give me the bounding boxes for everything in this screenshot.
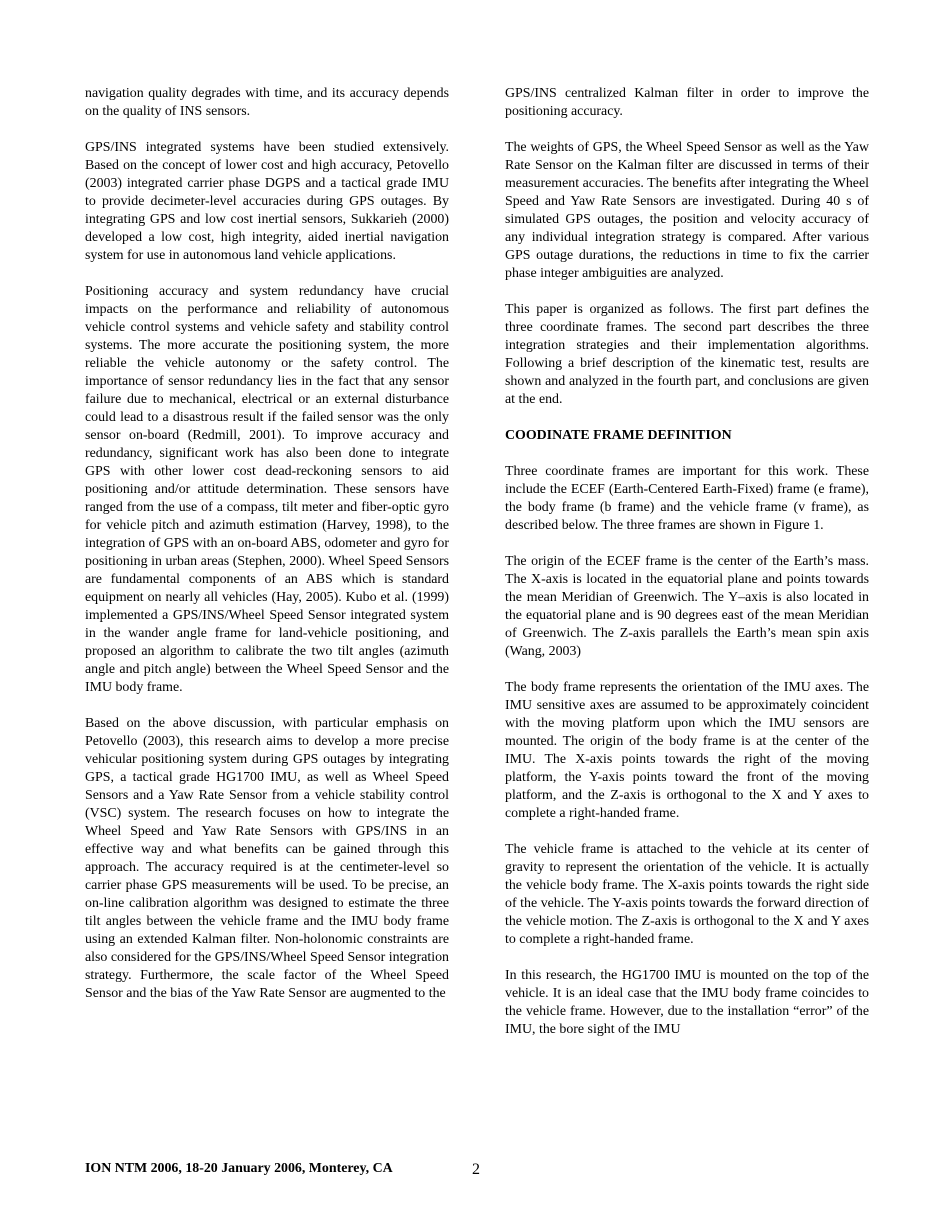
paragraph: The vehicle frame is attached to the vehicle at its center of gravity to represent the orientation of the vehicle. It is actually the vehicle body frame. The X-axis points towards the right side of the vehicle. The Y-axis points towards the forward direction of the vehicle motion. The Z-axis is orthogonal to the X and Y axes to complete a right-handed frame.	[505, 842, 869, 947]
paragraph: In this research, the HG1700 IMU is mounted on the top of the vehicle. It is an ideal case that the IMU body frame coincides to the vehicle frame. However, due to the installation “error” of the IMU, the bore sight of the IMU	[505, 968, 869, 1037]
paragraph: This paper is organized as follows. The first part defines the three coordinate frames. The second part describes the three integration strategies and their implementation algorithms. Following a brief description of the kinematic test, results are shown and analyzed in the fourth part, and conclusions are given at the end.	[505, 302, 869, 407]
paragraph: GPS/INS centralized Kalman filter in order to improve the positioning accuracy.	[505, 86, 869, 119]
paragraph: Three coordinate frames are important for this work. These include the ECEF (Earth-Centered Earth-Fixed) frame (e frame), the body frame (b frame) and the vehicle frame (v frame), as described below. The three frames are shown in Figure 1.	[505, 464, 869, 533]
page-number: 2	[472, 1161, 480, 1178]
paragraph: The origin of the ECEF frame is the center of the Earth’s mass. The X-axis is located in the equatorial plane and points towards the mean Meridian of Greenwich. The Y–axis is also located in the equatorial plane and is 90 degrees east of the mean Meridian of Greenwich. The Z-axis parallels the Earth’s mean spin axis (Wang, 2003)	[505, 554, 869, 659]
paragraph: Positioning accuracy and system redundancy have crucial impacts on the performance and reliability of autonomous vehicle control systems and vehicle safety and stability control systems. The more accurate the positioning system, the more reliable the vehicle autonomy or the safety control. The importance of sensor redundancy lies in the fact that any sensor failure due to mechanical, electrical or an external disturbance could lead to a disastrous result if the failed sensor was the only sensor on-board (Redmill, 2001). To improve accuracy and redundancy, significant work has also been done to integrate GPS with other lower cost dead-reckoning sensors to aid positioning and/or attitude determination. These sensors have ranged from the use of a compass, tilt meter and fiber-optic gyro for vehicle pitch and azimuth estimation (Harvey, 1998), to the integration of GPS with an on-board ABS, odometer and gyro for positioning in urban areas (Stephen, 2000). Wheel Speed Sensors are fundamental components of an ABS which is standard equipment on nearly all vehicles (Hay, 2005). Kubo et al. (1999) implemented a GPS/INS/Wheel Speed Sensor integrated system in the wander angle frame for land-vehicle positioning, and proposed an algorithm to calibrate the two tilt angles (azimuth angle and pitch angle) between the Wheel Speed Sensor and the IMU body frame.	[85, 284, 449, 695]
paragraph: Based on the above discussion, with particular emphasis on Petovello (2003), this research aims to develop a more precise vehicular positioning system during GPS outages by integrating GPS, a tactical grade HG1700 IMU, as well as Wheel Speed Sensors and a Yaw Rate Sensor from a vehicle stability control (VSC) system. The research focuses on how to integrate the Wheel Speed and Yaw Rate Sensors with GPS/INS in an effective way and what benefits can be gained through this approach. The accuracy required is at the centimeter-level so carrier phase GPS measurements will be used. To be precise, an on-line calibration algorithm was designed to estimate the three tilt angles between the vehicle frame and the IMU body frame using an extended Kalman filter. Non-holonomic constraints are also considered for the GPS/INS/Wheel Speed Sensor integration strategy. Furthermore, the scale factor of the Wheel Speed Sensor and the bias of the Yaw Rate Sensor are augmented to the	[85, 716, 449, 1001]
paragraph: The body frame represents the orientation of the IMU axes. The IMU sensitive axes are assumed to be approximately coincident with the moving platform upon which the IMU sensors are mounted. The origin of the body frame is at the center of the IMU. The X-axis points towards the right of the moving platform, the Y-axis points toward the front of the moving platform, and the Z-axis is orthogonal to the X and Y axes to complete a right-handed frame.	[505, 680, 869, 821]
footer-venue: ION NTM 2006, 18-20 January 2006, Monterey, CA	[85, 1161, 393, 1176]
left-column	[85, 85, 449, 1021]
section-heading: COODINATE FRAME DEFINITION	[505, 428, 732, 443]
paragraph: navigation quality degrades with time, and its accuracy depends on the quality of INS sensors.	[85, 86, 449, 119]
paragraph: GPS/INS integrated systems have been studied extensively. Based on the concept of lower cost and high accuracy, Petovello (2003) integrated carrier phase DGPS and a tactical grade IMU to provide decimeter-level accuracies during GPS outages. By integrating GPS and low cost inertial sensors, Sukkarieh (2000) developed a low cost, high integrity, aided inertial navigation system for use in autonomous land vehicle applications.	[85, 140, 449, 263]
paragraph: The weights of GPS, the Wheel Speed Sensor as well as the Yaw Rate Sensor on the Kalman filter are discussed in terms of their measurement accuracies. The benefits after integrating the Wheel Speed and Yaw Rate Sensors are investigated. During 40 s of simulated GPS outages, the position and velocity accuracy of any individual integration strategy is compared. After various GPS outage durations, the reductions in time to fix the carrier phase integer ambiguities are analyzed.	[505, 140, 869, 281]
right-column	[505, 85, 869, 1057]
